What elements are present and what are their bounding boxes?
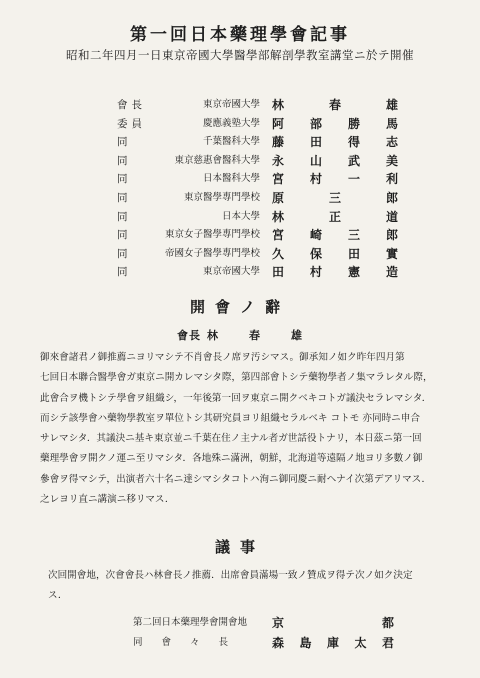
roster-role: 同: [117, 136, 132, 149]
name-char: 永: [272, 153, 285, 168]
roster-row: [0, 189, 480, 208]
roster-role: 會長: [117, 99, 146, 111]
opening-address-heading: 開會ノ辭: [189, 298, 290, 316]
name-char: 勝: [347, 116, 360, 131]
name-char: 久: [272, 246, 285, 261]
name-char: 原: [272, 190, 285, 205]
roster-row: [0, 245, 480, 264]
committee-roster: [0, 96, 480, 282]
next-meeting-value: [272, 633, 394, 653]
text-line: ス．: [48, 590, 68, 602]
name-char: 志: [385, 135, 398, 150]
name-char: 田: [272, 265, 285, 280]
name-char: 崎: [309, 228, 322, 243]
value-char: 森: [272, 636, 285, 650]
roster-name: [272, 208, 398, 227]
roster-affiliation: 東京醫學專門學校: [183, 191, 260, 203]
roster-affiliation: 日本大學: [221, 210, 260, 222]
name-char: 宮: [272, 172, 285, 187]
text-line: 藥理學會ヲ開クノ運ニ至リマシタ．各地殊ニ滿洲，朝鮮，北海道等遠隔ノ地ヨリ多數ノ御: [40, 453, 423, 465]
next-meeting-label: 第二回日本藥理學會開會地: [133, 617, 248, 628]
name-char: 憲: [347, 265, 360, 280]
name-char: 村: [309, 265, 322, 280]
text-line: 而シテ該學會ハ藥物學教室ヲ單位トシ其研究員ヨリ組織セラルベキ コトモ 亦同時ニ申合: [40, 412, 420, 424]
value-char: 島: [299, 636, 312, 650]
roster-name: [272, 189, 398, 208]
name-char: 郎: [385, 190, 398, 205]
speaker-name: 林春雄: [207, 329, 303, 342]
roster-role: 同: [117, 191, 132, 204]
roster-affiliation: 慶應義塾大學: [202, 117, 260, 129]
name-char: 郎: [385, 228, 398, 243]
next-meeting-label: 同 會 々 長: [133, 637, 229, 648]
value-char: 都: [381, 616, 394, 630]
text-line: 參會ヲ得マシテ，出演者六十名ニ達シマシタコトハ洵ニ御同慶ニ耐ヘナイ次第デアリマス．: [40, 473, 432, 485]
roster-name: [272, 133, 398, 152]
roster-row: [0, 115, 480, 134]
roster-name: [272, 245, 398, 264]
name-char: 部: [309, 116, 322, 131]
roster-role: 同: [117, 154, 132, 167]
text-line: 七回日本聯合醫學會ガ東京ニ開カレマシタ際，第四部會トシテ藥物學者ノ集マラレタル際，: [40, 372, 433, 384]
roster-row: [0, 263, 480, 282]
roster-row: [0, 96, 480, 115]
roster-affiliation: 東京女子醫學專門學校: [164, 229, 260, 241]
name-char: 林: [272, 209, 285, 224]
roster-role: 同: [117, 229, 132, 242]
roster-name: [272, 170, 398, 189]
name-char: 造: [385, 265, 398, 280]
roster-name: [272, 96, 398, 115]
speaker-role: 會長: [177, 329, 201, 342]
roster-row: [0, 133, 480, 152]
roster-name: [272, 115, 398, 134]
roster-row: [0, 170, 480, 189]
next-meeting-row: [0, 633, 480, 653]
name-char: 得: [347, 135, 360, 150]
roster-role: 委員: [117, 117, 146, 130]
value-char: 京: [272, 616, 285, 630]
name-char: 利: [385, 172, 398, 187]
name-char: 保: [309, 246, 322, 261]
text-line: 之レヨリ直ニ講演ニ移リマス．: [40, 494, 175, 506]
roster-role: 同: [117, 247, 132, 260]
name-char: 道: [385, 209, 398, 224]
name-char: 馬: [385, 116, 398, 131]
roster-row: [0, 226, 480, 245]
roster-role: 同: [117, 173, 132, 186]
roster-role: 同: [117, 266, 132, 279]
name-char: 村: [309, 172, 322, 187]
value-char: 太: [354, 636, 367, 650]
name-char: 三: [328, 190, 341, 205]
roster-affiliation: 千葉醫科大學: [202, 136, 260, 148]
next-meeting-block: [0, 613, 480, 653]
text-line: サレマシタ．其議決ニ基キ東京並ニ千葉在住ノ主ナル者ガ世話役トナリ，本日茲ニ第一回: [40, 433, 422, 445]
name-char: 一: [347, 172, 360, 187]
name-char: 田: [309, 135, 322, 150]
name-char: 美: [385, 153, 398, 168]
name-char: 實: [385, 246, 398, 261]
value-char: 君: [381, 636, 394, 650]
speaker-line: [0, 327, 480, 343]
roster-affiliation: 東京帝國大學: [202, 266, 260, 278]
proceedings-text: [48, 566, 468, 607]
document-subtitle: 昭和二年四月一日東京帝國大學醫學部解剖學教室講堂ニ於テ開催: [66, 48, 414, 62]
text-line: 此會合ヲ機トシテ學會ヲ組織シ，一年後第一回ヲ東京ニ開クベキコトガ議決セラレマシタ．: [40, 392, 432, 404]
roster-affiliation: 日本醫科大學: [202, 173, 260, 185]
proceedings-heading: 議事: [214, 538, 265, 556]
text-line: 御來會諸君ノ御推薦ニヨリマシテ不肖會長ノ席ヲ汚シマス。御承知ノ如ク昨年四月第: [40, 352, 405, 363]
text-line: 次回開會地，次會會長ハ林會長ノ推薦．出席會員滿場一致ノ贊成ヲ得テ次ノ如ク決定: [48, 570, 413, 581]
name-char: 宮: [272, 228, 285, 243]
roster-name: [272, 226, 398, 245]
roster-row: [0, 208, 480, 227]
roster-affiliation: 東京慈惠會醫科大學: [174, 154, 260, 166]
roster-row: [0, 152, 480, 171]
name-char: 田: [347, 246, 360, 261]
value-char: 庫: [326, 636, 339, 650]
name-char: 林: [272, 98, 285, 112]
roster-role: 同: [117, 210, 132, 223]
document-title: 第一回日本藥理學會記事: [130, 25, 350, 45]
name-char: 正: [328, 209, 341, 224]
name-char: 春: [328, 98, 341, 112]
name-char: 武: [347, 153, 360, 168]
next-meeting-value: [272, 613, 394, 633]
roster-name: [272, 152, 398, 171]
next-meeting-row: [0, 613, 480, 633]
name-char: 阿: [272, 116, 285, 131]
opening-address-text: [40, 348, 460, 510]
roster-affiliation: 帝國女子醫學專門學校: [164, 247, 260, 259]
name-char: 三: [347, 228, 360, 243]
name-char: 雄: [385, 98, 398, 112]
roster-affiliation: 東京帝國大學: [202, 99, 260, 110]
name-char: 山: [309, 153, 322, 168]
name-char: 藤: [272, 135, 285, 150]
roster-name: [272, 263, 398, 282]
